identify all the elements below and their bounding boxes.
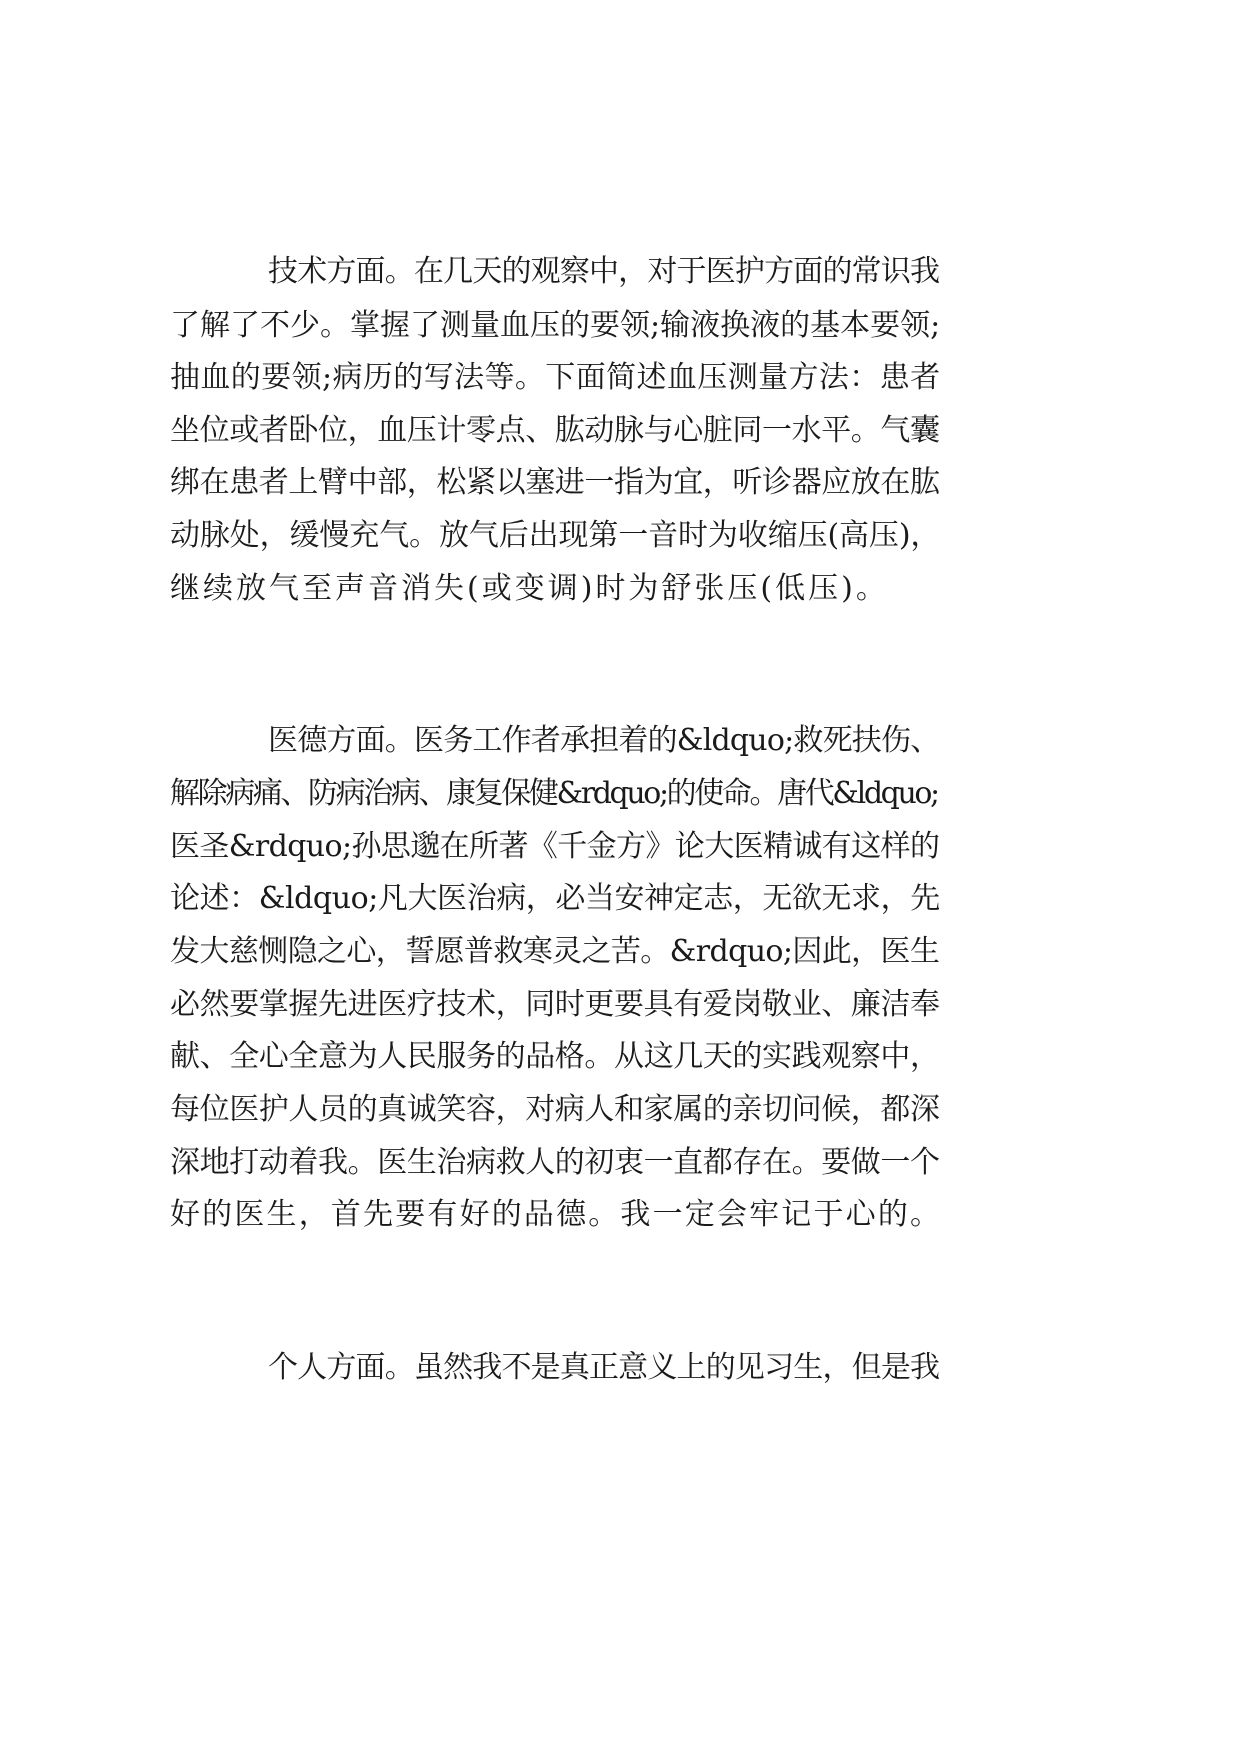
paragraph-2-line-2: 解除病痛、防病治病、康复保健&rdquo;的使命。唐代&ldquo; <box>170 776 938 811</box>
paragraph-2-line-4: 论述：&ldquo;凡大医治病，必当安神定志，无欲无求，先 <box>170 881 940 916</box>
paragraph-1-line-1: 技术方面。在几天的观察中，对于医护方面的常识我 <box>268 254 940 289</box>
paragraph-1-line-5: 绑在患者上臂中部，松紧以塞进一指为宜，听诊器应放在肱 <box>170 465 940 500</box>
paragraph-1-line-4: 坐位或者卧位，血压计零点、肱动脉与心脏同一水平。气囊 <box>170 413 940 448</box>
paragraph-2-line-10: 好的医生，首先要有好的品德。我一定会牢记于心的。 <box>170 1197 943 1232</box>
paragraph-2-line-6: 必然要掌握先进医疗技术，同时更要具有爱岗敬业、廉洁奉 <box>170 987 940 1022</box>
paragraph-1-line-6: 动脉处，缓慢充气。放气后出现第一音时为收缩压(高压)， <box>170 518 941 553</box>
paragraph-1-line-2: 了解了不少。掌握了测量血压的要领;输液换液的基本要领; <box>170 308 941 343</box>
paragraph-2-line-9: 深地打动着我。医生治病救人的初衷一直都存在。要做一个 <box>170 1145 940 1180</box>
paragraph-3-line-1: 个人方面。虽然我不是真正意义上的见习生，但是我 <box>268 1350 940 1385</box>
paragraph-2-line-1: 医德方面。医务工作者承担着的&ldquo;救死扶伤、 <box>268 723 940 758</box>
paragraph-2-line-7: 献、全心全意为人民服务的品格。从这几天的实践观察中， <box>170 1039 940 1074</box>
paragraph-2-line-8: 每位医护人员的真诚笑容，对病人和家属的亲切问候，都深 <box>170 1092 940 1127</box>
paragraph-1-line-3: 抽血的要领;病历的写法等。下面简述血压测量方法：患者 <box>170 360 941 395</box>
paragraph-1-line-7: 继续放气至声音消失(或变调)时为舒张压(低压)。 <box>170 571 889 606</box>
paragraph-2-line-3: 医圣&rdquo;孙思邈在所著《千金方》论大医精诚有这样的 <box>170 829 940 864</box>
paragraph-2-line-5: 发大慈恻隐之心，誓愿普救寒灵之苦。&rdquo;因此，医生 <box>170 934 940 969</box>
